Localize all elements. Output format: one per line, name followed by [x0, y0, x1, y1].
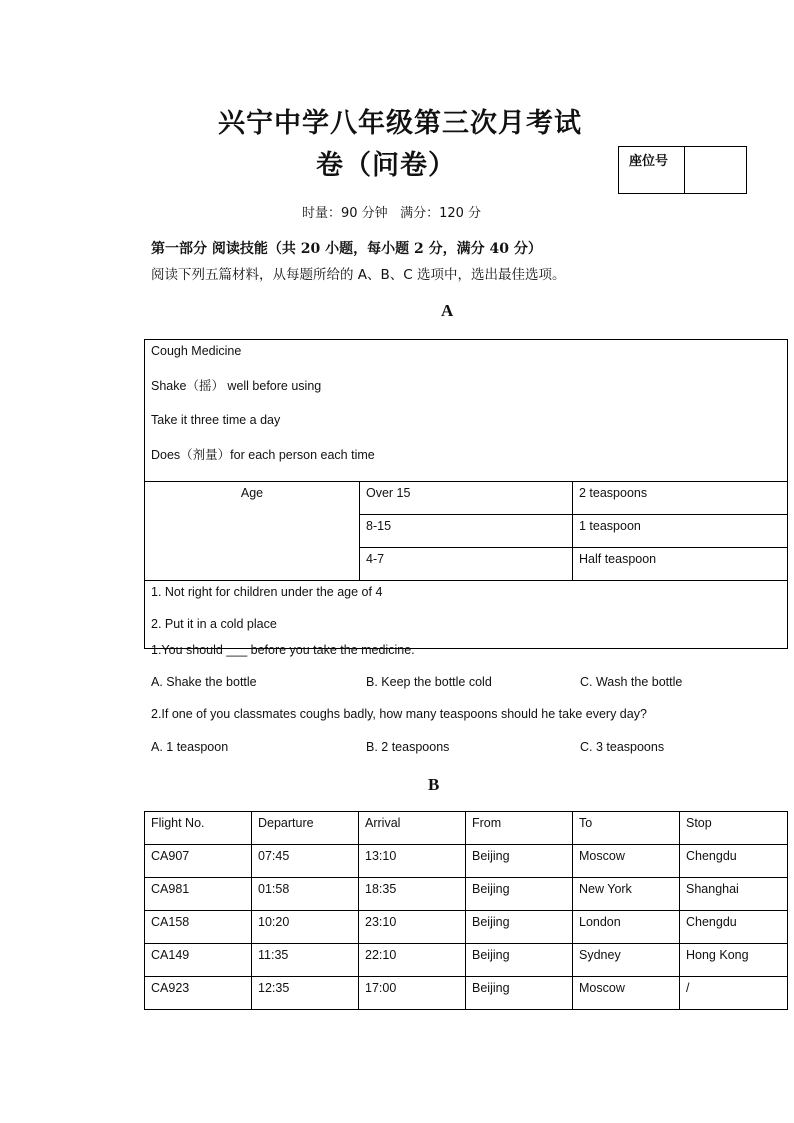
flight-table-header-row	[145, 812, 788, 845]
table-cell: Chengdu	[680, 845, 788, 878]
table-cell: Moscow	[573, 977, 680, 1010]
table-cell: CA907	[145, 845, 252, 878]
column-header: Arrival	[359, 812, 466, 845]
table-cell: Moscow	[573, 845, 680, 878]
section-b-letter: B	[428, 775, 440, 794]
table-cell: 17:00	[359, 977, 466, 1010]
table-cell: 12:35	[252, 977, 359, 1010]
part-title: 第一部分 阅读技能（共 20 小题，每小题 2 分，满分 40 分）	[151, 241, 542, 257]
table-cell: CA981	[145, 878, 252, 911]
table-cell: Beijing	[466, 944, 573, 977]
question-2-stem: 2.If one of you classmates coughs badly, how many teaspoons should he take every day?	[151, 707, 647, 721]
table-cell: 13:10	[359, 845, 466, 878]
table-row	[145, 911, 788, 944]
table-cell: New York	[573, 878, 680, 911]
table-cell: London	[573, 911, 680, 944]
table-cell: 11:35	[252, 944, 359, 977]
note-line: 2. Put it in a cold place	[151, 617, 277, 631]
question-2-option-c[interactable]: C. 3 teaspoons	[580, 740, 665, 754]
seat-number-label: 座位号	[619, 147, 685, 193]
table-row	[145, 845, 788, 878]
section-a-letter: A	[441, 301, 454, 320]
table-cell: Chengdu	[680, 911, 788, 944]
table-cell: 01:58	[252, 878, 359, 911]
part-instructions: 阅读下列五篇材料，从每题所给的 A、B、C 选项中，选出最佳选项。	[151, 267, 566, 283]
table-cell: 18:35	[359, 878, 466, 911]
notice-line: Take it three time a day	[151, 413, 281, 427]
dosage-age-cell: Over 15	[360, 482, 573, 515]
column-header: Stop	[680, 812, 788, 845]
table-cell: Beijing	[466, 878, 573, 911]
column-header: Flight No.	[145, 812, 252, 845]
question-2-option-b[interactable]: B. 2 teaspoons	[366, 740, 450, 754]
question-1-option-b[interactable]: B. Keep the bottle cold	[366, 675, 492, 689]
question-1-option-c[interactable]: C. Wash the bottle	[580, 675, 683, 689]
table-cell: CA923	[145, 977, 252, 1010]
dosage-amount-cell: Half teaspoon	[573, 548, 788, 581]
table-cell: Beijing	[466, 845, 573, 878]
table-cell: 22:10	[359, 944, 466, 977]
table-cell: CA158	[145, 911, 252, 944]
table-cell: Beijing	[466, 977, 573, 1010]
table-cell: 10:20	[252, 911, 359, 944]
table-cell: CA149	[145, 944, 252, 977]
table-row	[145, 944, 788, 977]
table-cell: 07:45	[252, 845, 359, 878]
age-label-cell: Age	[145, 482, 360, 581]
table-cell: 23:10	[359, 911, 466, 944]
question-1-stem: 1.You should ___ before you take the medicine.	[151, 643, 415, 657]
question-2-option-a[interactable]: A. 1 teaspoon	[151, 740, 229, 754]
medicine-notes-cell	[145, 581, 788, 649]
table-cell: /	[680, 977, 788, 1010]
column-header: To	[573, 812, 680, 845]
notice-line: Does（剂量）for each person each time	[151, 447, 375, 462]
notice-line: Cough Medicine	[151, 344, 242, 358]
column-header: Departure	[252, 812, 359, 845]
dosage-amount-cell: 1 teaspoon	[573, 515, 788, 548]
medicine-table	[144, 339, 788, 649]
table-row	[145, 878, 788, 911]
table-cell: Shanghai	[680, 878, 788, 911]
dosage-age-cell: 8-15	[360, 515, 573, 548]
exam-title-line1: 兴宁中学八年级第三次月考试	[218, 108, 582, 139]
table-cell: Sydney	[573, 944, 680, 977]
flight-table	[144, 811, 788, 1010]
table-row	[145, 977, 788, 1010]
exam-title-line2: 卷（问卷）	[316, 150, 456, 181]
note-line: 1. Not right for children under the age of 4	[151, 585, 383, 599]
medicine-notice-cell	[145, 340, 788, 482]
table-cell: Hong Kong	[680, 944, 788, 977]
table-cell: Beijing	[466, 911, 573, 944]
dosage-amount-cell: 2 teaspoons	[573, 482, 788, 515]
question-1-option-a[interactable]: A. Shake the bottle	[151, 675, 257, 689]
dosage-age-cell: 4-7	[360, 548, 573, 581]
column-header: From	[466, 812, 573, 845]
seat-number-field	[685, 147, 746, 193]
exam-info: 时量：90 分钟 满分：120 分	[302, 206, 482, 221]
notice-line: Shake（摇） well before using	[151, 378, 322, 393]
seat-number-box	[618, 146, 747, 194]
